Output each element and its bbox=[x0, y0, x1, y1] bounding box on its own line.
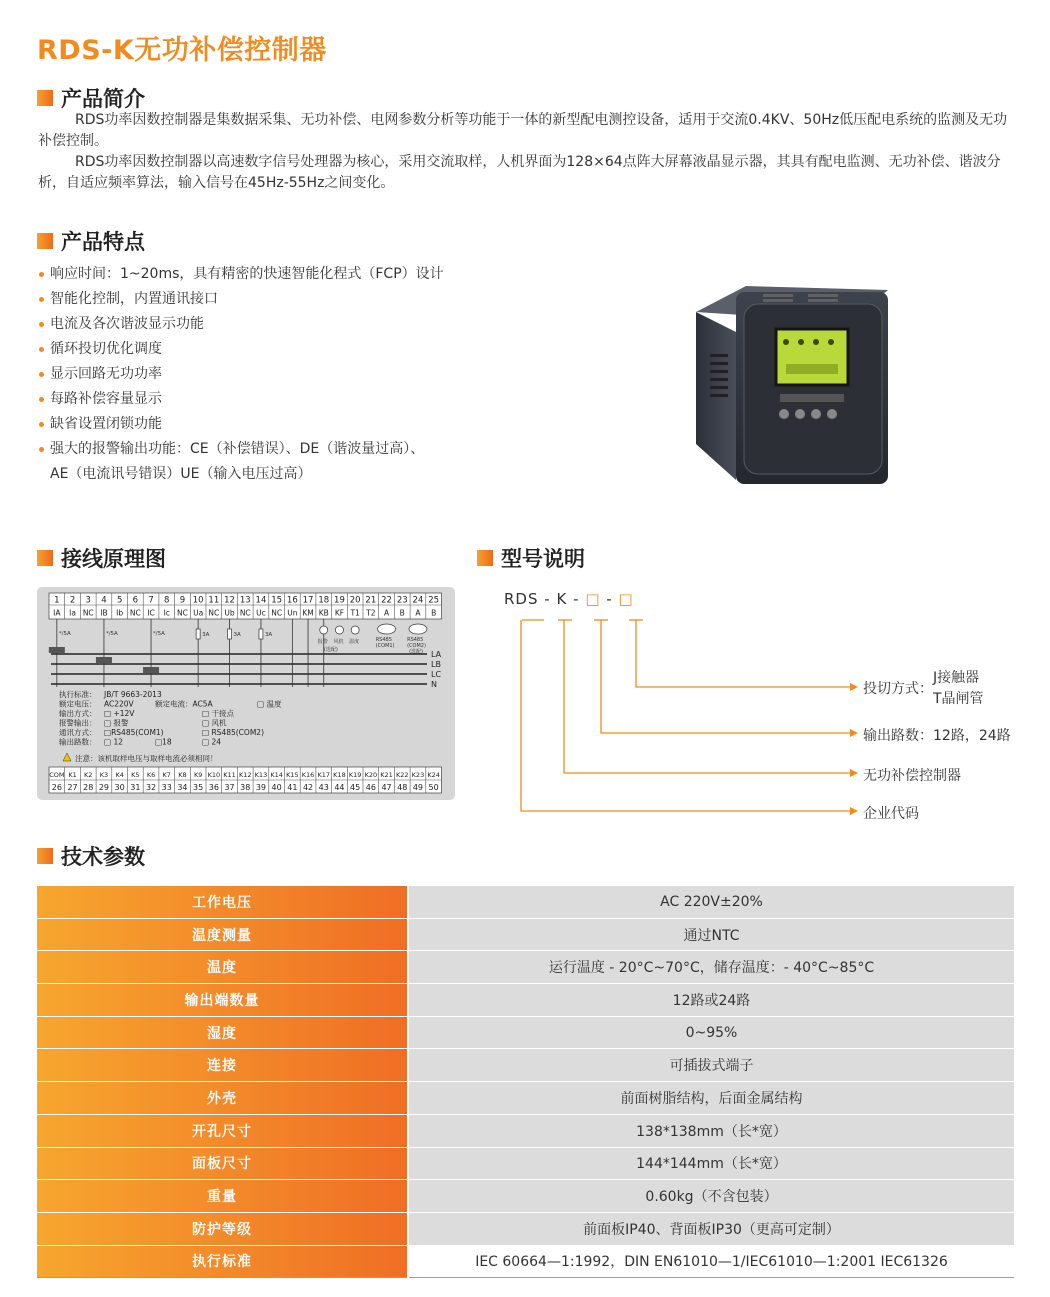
terminal-number: 33 bbox=[161, 783, 172, 792]
com-label: RS485 bbox=[375, 637, 392, 643]
terminal-label: K6 bbox=[146, 771, 156, 779]
param-row bbox=[37, 1082, 1014, 1115]
terminal-label: K9 bbox=[193, 771, 203, 779]
com-label: (COM2) bbox=[407, 643, 426, 649]
ct-block bbox=[49, 647, 65, 653]
warning-text: 注意：该机取样电压与取样电流必须相同！ bbox=[75, 754, 218, 763]
terminal-number: 46 bbox=[365, 783, 376, 792]
section-marker bbox=[477, 550, 493, 566]
terminal-label: K10 bbox=[207, 771, 221, 779]
param-key: 温度测量 bbox=[37, 918, 408, 951]
bullet-icon bbox=[39, 422, 44, 427]
terminal-number: 3 bbox=[85, 595, 91, 606]
terminal-label: KF bbox=[334, 608, 345, 618]
outputs-label: 输出路数：12路，24路 bbox=[863, 728, 1011, 744]
fuse-icon bbox=[259, 629, 263, 639]
terminal-number: 12 bbox=[224, 595, 235, 606]
terminal-label: K3 bbox=[99, 771, 109, 779]
terminal-number: 21 bbox=[365, 595, 377, 606]
params-table bbox=[37, 886, 1014, 1278]
section-heading-features bbox=[37, 226, 145, 256]
terminal-number: 2 bbox=[69, 595, 76, 606]
terminal-number: 41 bbox=[287, 783, 298, 792]
info-extra: □18 bbox=[155, 737, 172, 747]
terminal-label: NC bbox=[271, 608, 283, 618]
param-key: 湿度 bbox=[37, 1016, 408, 1049]
bullet-icon bbox=[39, 322, 44, 327]
param-value: 通过NTC bbox=[408, 918, 1014, 951]
param-key: 开孔尺寸 bbox=[37, 1114, 408, 1147]
bullet-icon bbox=[39, 347, 44, 352]
section-marker bbox=[37, 550, 53, 566]
param-value: AC 220V±20% bbox=[408, 886, 1014, 918]
terminal-number: 42 bbox=[302, 783, 314, 792]
aux-device-icon bbox=[351, 626, 359, 634]
info-option: □ 温度 bbox=[257, 699, 282, 709]
info-value: □RS485(COM1) bbox=[104, 728, 164, 737]
info-key: 额定电压： bbox=[59, 699, 97, 709]
terminal-number: 7 bbox=[148, 595, 154, 606]
feature-item bbox=[38, 387, 444, 412]
product-label: 无功补偿控制器 bbox=[863, 768, 961, 784]
info-value: □ 12 bbox=[104, 737, 124, 747]
fuse-label: 3A bbox=[233, 632, 241, 638]
terminal-label: A bbox=[383, 608, 390, 618]
section-heading-intro bbox=[37, 83, 145, 113]
feature-item bbox=[38, 287, 444, 312]
terminal-label: K16 bbox=[301, 771, 315, 779]
model-explanation bbox=[500, 588, 1020, 828]
product-image bbox=[688, 284, 893, 484]
switch-mode-t: T晶闸管 bbox=[933, 691, 984, 707]
terminal-label: K12 bbox=[238, 771, 252, 779]
feature-item bbox=[38, 337, 444, 362]
model-code-sep: - bbox=[544, 590, 551, 608]
terminal-number: 14 bbox=[255, 595, 267, 606]
bullet-icon bbox=[39, 272, 44, 277]
terminal-label: Ub bbox=[224, 608, 235, 618]
feature-text: 每路补偿容量显示 bbox=[50, 391, 162, 407]
aux-device-icon bbox=[335, 626, 343, 634]
param-value: 0.60kg（不含包装） bbox=[408, 1180, 1014, 1213]
terminal-number: 45 bbox=[350, 783, 361, 792]
section-marker bbox=[37, 848, 53, 864]
terminal-number: 23 bbox=[396, 595, 408, 606]
terminal-label: NC bbox=[208, 608, 220, 618]
terminal-number: 39 bbox=[255, 783, 267, 792]
intro-paragraph: RDS功率因数控制器以高速数字信号处理器为核心，采用交流取样，人机界面为128×64点阵大屏幕液晶显示器，其具有配电监测、无功补偿、谐波分析，自适应频率算法，输入信号在45Hz-55Hz之间变化。 bbox=[38, 154, 1001, 191]
terminal-number: 8 bbox=[164, 595, 170, 606]
terminal-label: K1 bbox=[68, 771, 77, 779]
terminal-label: K11 bbox=[223, 771, 236, 779]
terminal-number: 40 bbox=[271, 783, 282, 792]
bullet-icon bbox=[39, 372, 44, 377]
terminal-label: Un bbox=[287, 608, 298, 618]
fuse-label: 3A bbox=[202, 632, 210, 638]
terminal-number: 5 bbox=[116, 595, 123, 606]
feature-text: 强大的报警输出功能：CE（补偿错误）、DE（谐波量过高）、 bbox=[50, 441, 425, 457]
aux-device-icon bbox=[320, 626, 328, 634]
terminal-label: Ib bbox=[116, 608, 124, 618]
warning-icon bbox=[63, 753, 71, 761]
info-key: 报警输出： bbox=[59, 718, 97, 728]
terminal-number: 17 bbox=[302, 595, 314, 606]
com-label: (COM1) bbox=[375, 643, 395, 649]
param-row bbox=[37, 1212, 1014, 1245]
terminal-label: K24 bbox=[427, 771, 440, 779]
terminal-number: 1 bbox=[54, 595, 60, 606]
param-row bbox=[37, 1147, 1014, 1180]
param-row bbox=[37, 918, 1014, 951]
param-key: 工作电压 bbox=[37, 886, 408, 918]
terminal-number: 28 bbox=[83, 783, 94, 792]
aux-label: 温度 bbox=[349, 639, 360, 645]
param-row bbox=[37, 1114, 1014, 1147]
section-heading-wiring bbox=[37, 543, 166, 573]
terminal-label: K15 bbox=[286, 771, 299, 779]
info-key: 执行标准： bbox=[59, 690, 97, 699]
com-label: (选配) bbox=[409, 649, 424, 655]
info-key: 输出路数： bbox=[59, 737, 97, 747]
param-row bbox=[37, 984, 1014, 1017]
aux-note: (选配) bbox=[323, 647, 338, 653]
param-value: 138*138mm（长*宽） bbox=[408, 1114, 1014, 1147]
bus-label: LA bbox=[431, 650, 442, 659]
model-code-box: □ bbox=[585, 590, 601, 608]
section-heading-params bbox=[37, 841, 145, 871]
terminal-label: IC bbox=[147, 608, 155, 618]
terminal-label: A bbox=[415, 608, 421, 618]
page-title: RDS-K无功补偿控制器 bbox=[37, 35, 327, 66]
ct-label: */5A bbox=[58, 631, 71, 637]
feature-list bbox=[38, 262, 444, 487]
feature-text: 缺省设置闭锁功能 bbox=[50, 416, 162, 432]
info-option: □ 风机 bbox=[202, 718, 227, 728]
model-leader-lines bbox=[500, 588, 1020, 828]
param-value: 运行温度 - 20°C~70°C，储存温度：- 40°C~85°C bbox=[408, 951, 1014, 984]
terminal-number: 18 bbox=[318, 595, 330, 606]
terminal-number: 10 bbox=[192, 595, 204, 606]
feature-text: 智能化控制，内置通讯接口 bbox=[50, 291, 218, 307]
param-key: 输出端数量 bbox=[37, 984, 408, 1017]
feature-text: 循环投切优化调度 bbox=[50, 341, 162, 357]
terminal-number: 30 bbox=[114, 783, 125, 792]
bus-label: N bbox=[431, 680, 437, 689]
info-value: □ +12V bbox=[104, 709, 135, 718]
section-title: 产品特点 bbox=[61, 230, 145, 254]
company-label: 企业代码 bbox=[863, 806, 919, 822]
terminal-number: 34 bbox=[177, 783, 188, 792]
terminal-label: IB bbox=[100, 608, 108, 618]
param-row bbox=[37, 951, 1014, 984]
feature-item bbox=[38, 262, 444, 287]
terminal-number: 22 bbox=[381, 595, 392, 606]
terminal-label: K21 bbox=[380, 771, 393, 779]
terminal-label: T1 bbox=[350, 608, 360, 618]
terminal-label: K14 bbox=[270, 771, 283, 779]
terminal-number: 6 bbox=[132, 595, 139, 606]
terminal-label: KM bbox=[302, 608, 314, 618]
terminal-label: Uc bbox=[256, 608, 266, 618]
terminal-label: B bbox=[399, 608, 405, 618]
terminal-number: 9 bbox=[179, 595, 186, 606]
bullet-icon bbox=[39, 447, 44, 452]
terminal-number: 32 bbox=[145, 783, 157, 792]
aux-label: 报警 bbox=[317, 639, 328, 645]
bullet-icon bbox=[39, 397, 44, 402]
terminal-label: K13 bbox=[254, 771, 268, 779]
terminal-label: NC bbox=[82, 608, 94, 618]
model-code-sep: - bbox=[573, 590, 580, 608]
param-key: 面板尺寸 bbox=[37, 1147, 408, 1180]
ct-block bbox=[143, 667, 159, 673]
section-title: 型号说明 bbox=[501, 547, 585, 571]
param-key: 温度 bbox=[37, 951, 408, 984]
terminal-label: K17 bbox=[317, 771, 331, 779]
intro-paragraph: RDS功率因数控制器是集数据采集、无功补偿、电网参数分析等功能于一体的新型配电测控设备，适用于交流0.4KV、50Hz低压配电系统的监测及无功补偿控制。 bbox=[38, 112, 1008, 149]
param-row bbox=[37, 1245, 1014, 1278]
aux-label: 风机 bbox=[333, 639, 344, 645]
com-label: RS485 bbox=[407, 637, 424, 643]
param-key: 外壳 bbox=[37, 1082, 408, 1115]
ct-label: */5A bbox=[153, 631, 165, 637]
terminal-label: NC bbox=[129, 608, 141, 618]
terminal-number: 19 bbox=[334, 595, 345, 606]
param-key: 连接 bbox=[37, 1049, 408, 1082]
feature-item bbox=[38, 362, 444, 387]
feature-text: 响应时间：1~20ms，具有精密的快速智能化程式（FCP）设计 bbox=[50, 266, 444, 282]
intro-text bbox=[38, 110, 1018, 194]
terminal-number: 47 bbox=[381, 783, 392, 792]
model-code-sep: - bbox=[606, 590, 613, 608]
param-row bbox=[37, 886, 1014, 918]
terminal-label: K18 bbox=[333, 771, 346, 779]
terminal-label: K22 bbox=[395, 771, 409, 779]
terminal-label: B bbox=[431, 608, 437, 618]
param-row bbox=[37, 1180, 1014, 1213]
terminal-label: IA bbox=[53, 608, 61, 618]
fuse-icon bbox=[196, 629, 200, 639]
terminal-label: COM bbox=[49, 771, 65, 779]
terminal-number: 20 bbox=[349, 595, 361, 606]
info-value: AC220V bbox=[104, 699, 134, 709]
param-value: 前面板IP40、背面板IP30（更高可定制） bbox=[408, 1212, 1014, 1245]
terminal-number: 50 bbox=[428, 783, 439, 792]
terminal-number: 26 bbox=[51, 783, 62, 792]
com-port-icon bbox=[378, 624, 396, 634]
fuse-icon bbox=[228, 629, 232, 639]
terminal-number: 15 bbox=[271, 595, 283, 606]
feature-item bbox=[38, 312, 444, 337]
ct-block bbox=[96, 657, 112, 663]
terminal-label: NC bbox=[177, 608, 188, 618]
terminal-label: K7 bbox=[162, 771, 171, 779]
terminal-label: K23 bbox=[411, 771, 425, 779]
switch-mode-label: 投切方式： bbox=[863, 681, 933, 697]
feature-item bbox=[38, 437, 444, 487]
terminal-number: 29 bbox=[98, 783, 110, 792]
param-row bbox=[37, 1016, 1014, 1049]
info-value: □ 报警 bbox=[104, 718, 129, 728]
model-code-box: □ bbox=[618, 590, 634, 608]
terminal-number: 11 bbox=[208, 595, 220, 606]
param-value: 可插拔式端子 bbox=[408, 1049, 1014, 1082]
terminal-number: 37 bbox=[224, 783, 235, 792]
terminal-number: 31 bbox=[130, 783, 141, 792]
terminal-number: 43 bbox=[318, 783, 329, 792]
info-key: 通讯方式： bbox=[59, 728, 97, 737]
switch-mode-j: J接触器 bbox=[933, 670, 980, 686]
info-extra: 额定电流：AC5A bbox=[155, 699, 213, 709]
param-value: 0~95% bbox=[408, 1016, 1014, 1049]
section-marker bbox=[37, 90, 53, 106]
param-value: 前面树脂结构，后面金属结构 bbox=[408, 1082, 1014, 1115]
feature-item bbox=[38, 412, 444, 437]
terminal-number: 13 bbox=[239, 595, 251, 606]
ct-label: */5A bbox=[105, 631, 118, 637]
param-value: 12路或24路 bbox=[408, 984, 1014, 1017]
terminal-label: Ua bbox=[193, 608, 204, 618]
terminal-number: 36 bbox=[208, 783, 219, 792]
terminal-number: 27 bbox=[67, 783, 78, 792]
terminal-label: K8 bbox=[178, 771, 187, 779]
wiring-svg bbox=[37, 587, 455, 800]
info-option: □ RS485(COM2) bbox=[202, 728, 264, 737]
terminal-label: KB bbox=[318, 608, 329, 618]
section-title: 产品简介 bbox=[61, 87, 145, 111]
info-option: □ 24 bbox=[202, 737, 222, 747]
fuse-label: 3A bbox=[264, 632, 273, 638]
section-marker bbox=[37, 233, 53, 249]
bus-label: LB bbox=[431, 660, 441, 669]
terminal-number: 49 bbox=[412, 783, 424, 792]
info-option: □ 干接点 bbox=[202, 709, 234, 718]
wiring-diagram bbox=[37, 587, 455, 800]
bullet-icon bbox=[39, 297, 44, 302]
feature-text: 显示回路无功功率 bbox=[50, 366, 162, 382]
terminal-number: 38 bbox=[240, 783, 251, 792]
section-title: 接线原理图 bbox=[61, 547, 166, 571]
terminal-label: K4 bbox=[115, 771, 124, 779]
bus-label: LC bbox=[431, 670, 442, 679]
model-code-prefix: RDS bbox=[504, 590, 539, 608]
param-key: 重量 bbox=[37, 1180, 408, 1213]
model-code-k: K bbox=[556, 590, 568, 608]
terminal-label: K2 bbox=[84, 771, 93, 779]
section-title: 技术参数 bbox=[61, 845, 145, 869]
terminal-label: K20 bbox=[364, 771, 378, 779]
terminal-number: 25 bbox=[428, 595, 440, 606]
feature-text-cont: AE（电流讯号错误）UE（输入电压过高） bbox=[50, 466, 312, 482]
info-key: 输出方式： bbox=[59, 709, 97, 718]
terminal-label: Ic bbox=[163, 608, 170, 618]
com-port-icon bbox=[409, 624, 427, 634]
terminal-label: K19 bbox=[348, 771, 362, 779]
terminal-number: 35 bbox=[193, 783, 204, 792]
param-row bbox=[37, 1049, 1014, 1082]
terminal-label: Ia bbox=[69, 608, 76, 618]
param-key: 防护等级 bbox=[37, 1212, 408, 1245]
terminal-number: 44 bbox=[334, 783, 345, 792]
terminal-number: 48 bbox=[397, 783, 408, 792]
param-key: 执行标准 bbox=[37, 1245, 408, 1278]
feature-text: 电流及各次谐波显示功能 bbox=[50, 316, 204, 332]
terminal-number: 4 bbox=[101, 595, 107, 606]
terminal-number: 16 bbox=[286, 595, 298, 606]
section-heading-model bbox=[477, 543, 585, 573]
terminal-label: NC bbox=[239, 608, 251, 618]
terminal-label: K5 bbox=[131, 771, 140, 779]
info-value: JB/T 9663-2013 bbox=[104, 690, 162, 699]
param-value: 144*144mm（长*宽） bbox=[408, 1147, 1014, 1180]
param-value: IEC 60664—1:1992，DIN EN61010—1/IEC61010—1:2001 IEC61326 bbox=[408, 1245, 1014, 1278]
terminal-label: T2 bbox=[366, 608, 376, 618]
terminal-number: 24 bbox=[412, 595, 424, 606]
